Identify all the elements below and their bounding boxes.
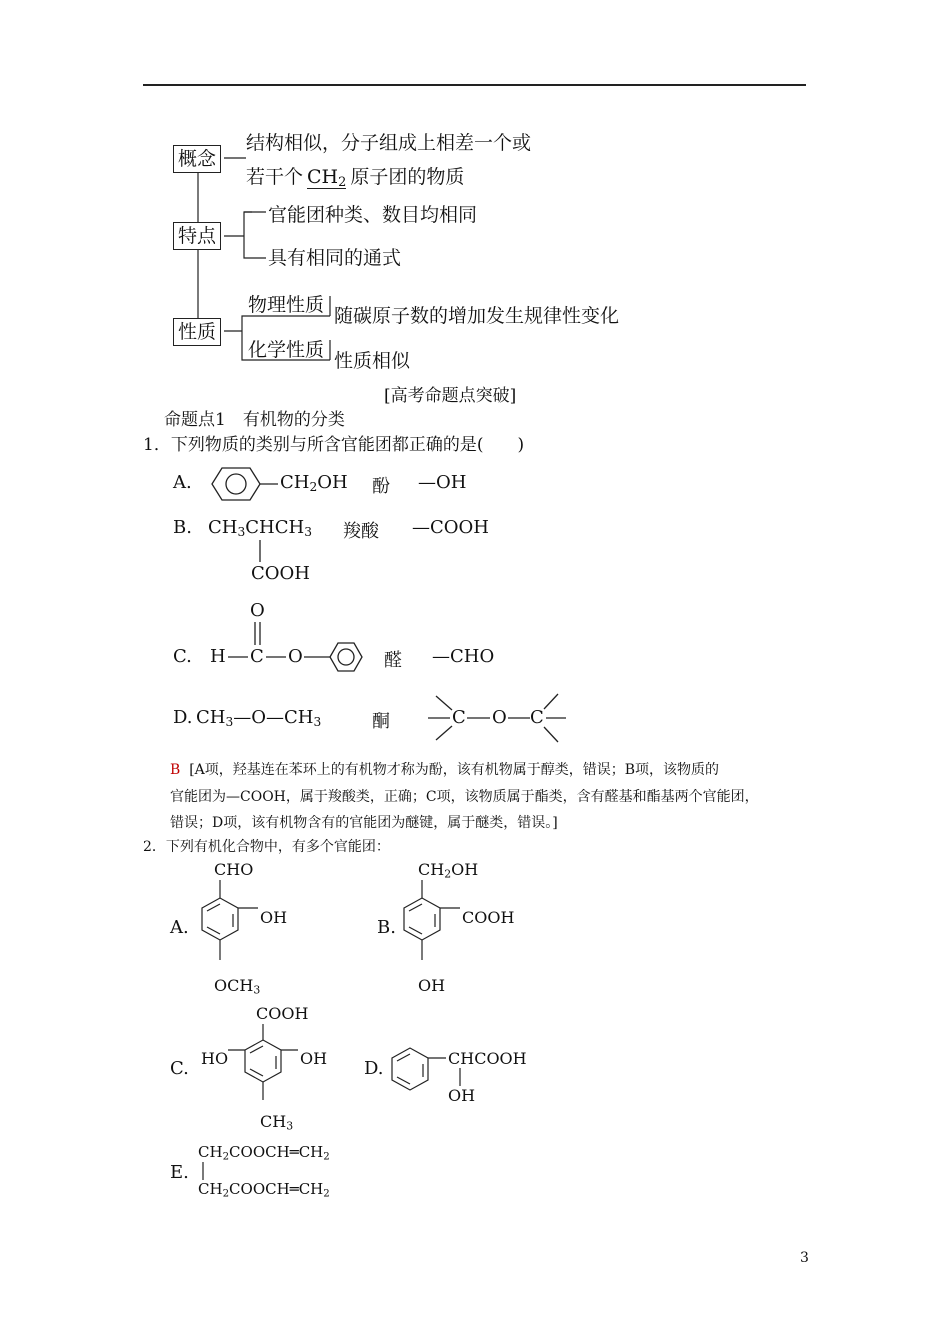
q1-option-d-label: D. xyxy=(173,707,193,728)
q1-c-class: 醛 xyxy=(384,650,402,671)
q1-b-branch: COOH xyxy=(251,563,310,584)
q2-c-cooh: COOH xyxy=(256,1004,309,1023)
concept-line1: 结构相似，分子组成上相差一个或 xyxy=(246,132,532,154)
physical-text: 随碳原子数的增加发生规律性变化 xyxy=(334,305,620,327)
q1-option-b-label: B. xyxy=(173,517,192,538)
q1-d-o: O xyxy=(492,707,507,728)
q1-d-c1: C xyxy=(452,707,466,728)
chemical-label: 化学性质 xyxy=(248,339,325,361)
chemical-text: 性质相似 xyxy=(334,350,411,372)
topic-title: 命题点1 有机物的分类 xyxy=(164,410,345,430)
node-property: 性质 xyxy=(173,318,221,346)
q2-a-cho: CHO xyxy=(214,860,254,879)
q1-explanation-line2: 官能团为—COOH，属于羧酸类，正确；C项，该物质属于酯类，含有醛基和酯基两个官能团， xyxy=(170,789,759,805)
q2-option-a-label: A. xyxy=(170,917,189,938)
q2-option-e-label: E. xyxy=(170,1162,189,1183)
q1-c-h: H xyxy=(210,646,226,667)
q2-e-line2: $CH_2COOCH═CH_2$ xyxy=(198,1180,330,1200)
q2-option-c-label: C. xyxy=(170,1058,189,1079)
page-number: 3 xyxy=(800,1250,809,1266)
q1-a-class: 酚 xyxy=(372,476,390,497)
q1-c-c: C xyxy=(250,646,264,667)
q2-a-och3: $OCH_3$ xyxy=(214,976,261,997)
concept-line2: 若干个 $CH_2$ 原子团的物质 xyxy=(246,166,465,191)
q1-c-o: O xyxy=(288,646,303,667)
node-feature: 特点 xyxy=(173,222,221,250)
q2-b-ch2oh: $CH_2OH$ xyxy=(418,860,479,881)
q2-option-d-label: D. xyxy=(364,1058,384,1079)
q2-c-ch3: $CH_3$ xyxy=(260,1112,294,1133)
q2-d-chcooh: CHCOOH xyxy=(448,1049,527,1068)
q1-b-formula: $CH_3CHCH_3$ xyxy=(208,517,313,540)
q1-a-formula: $CH_2OH$ xyxy=(280,472,348,495)
q1-option-a-label: A. xyxy=(173,472,192,493)
feature-item-1: 官能团种类、数目均相同 xyxy=(268,204,478,226)
physical-label: 物理性质 xyxy=(248,294,325,316)
q1-option-c-label: C. xyxy=(173,646,192,667)
q2-b-oh: OH xyxy=(418,976,446,995)
q2-a-oh: OH xyxy=(260,908,288,927)
question-1-stem: 1．下列物质的类别与所含官能团都正确的是( ) xyxy=(143,435,525,455)
q2-c-ho: HO xyxy=(201,1049,229,1068)
node-concept: 概念 xyxy=(173,145,221,173)
question-2-stem: 2．下列有机化合物中，有多个官能团： xyxy=(143,839,390,855)
q1-b-class: 羧酸 xyxy=(343,521,379,542)
q1-a-group: —OH xyxy=(418,472,467,493)
q1-d-c2: C xyxy=(530,707,544,728)
section-header: [高考命题点突破] xyxy=(384,386,517,406)
q1-explanation-line3: 错误；D项，该有机物含有的官能团为醚键，属于醚类，错误。] xyxy=(170,815,558,831)
q2-c-oh: OH xyxy=(300,1049,328,1068)
q2-d-oh: OH xyxy=(448,1086,476,1105)
q2-e-line1: $CH_2COOCH═CH_2$ xyxy=(198,1143,330,1163)
q2-option-b-label: B. xyxy=(377,917,396,938)
feature-item-2: 具有相同的通式 xyxy=(268,247,402,269)
q1-c-group: —CHO xyxy=(432,646,495,667)
q1-c-o-top: O xyxy=(250,600,265,621)
answer-letter: B xyxy=(170,762,181,778)
q1-explanation-line1: B [A项，羟基连在苯环上的有机物才称为酚，该有机物属于醇类，错误；B项，该物质的 xyxy=(170,762,720,778)
q1-d-formula: $CH_3—O—CH_3$ xyxy=(196,707,322,730)
q1-b-group: —COOH xyxy=(412,517,489,538)
q2-b-cooh: COOH xyxy=(462,908,515,927)
q1-d-class: 酮 xyxy=(372,711,390,732)
